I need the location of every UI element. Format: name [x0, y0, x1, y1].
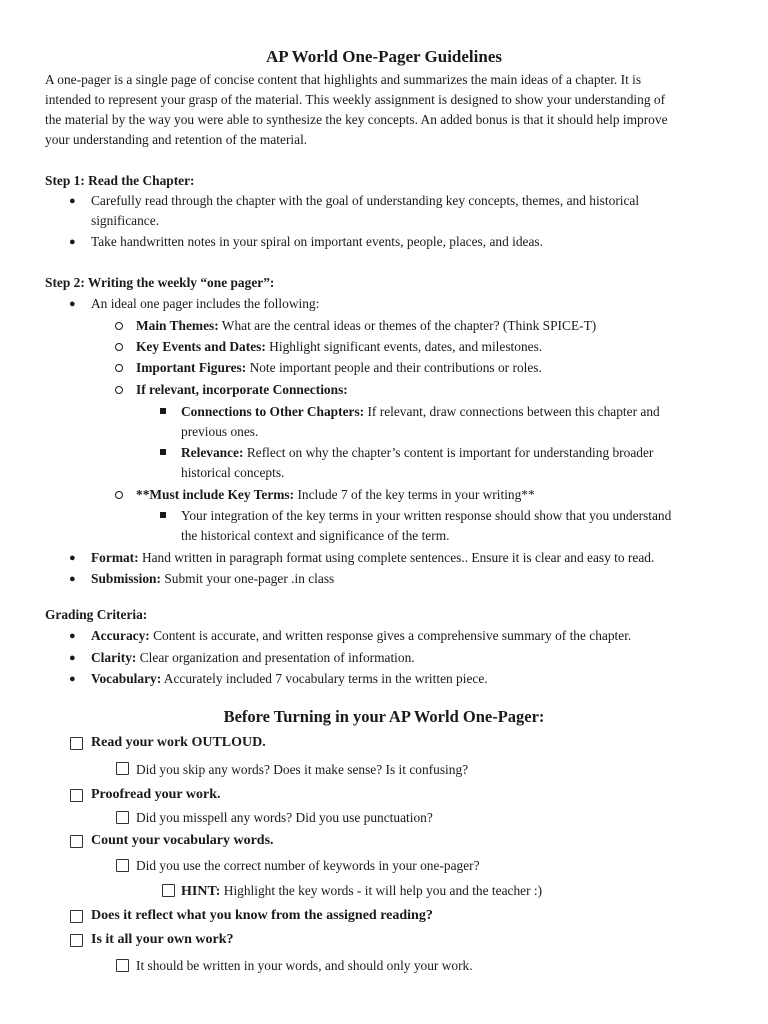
checkbox[interactable]: [70, 737, 83, 750]
checklist-item-own-work: Is it all your own work?: [91, 932, 234, 947]
clarity-item: Clarity: Clear organization and presentation of information.: [91, 650, 415, 665]
connections-item: If relevant, incorporate Connections:: [136, 382, 348, 397]
square-bullet-icon: [160, 449, 166, 455]
key-terms-sub-cont: the historical context and significance of the term.: [181, 528, 450, 543]
key-terms-sub: Your integration of the key terms in your written response should show that you understand: [181, 508, 672, 523]
circle-bullet-icon: [115, 386, 123, 394]
step1-heading: Step 1: Read the Chapter:: [45, 173, 195, 188]
relevance-cont: historical concepts.: [181, 465, 285, 480]
grading-heading: Grading Criteria:: [45, 607, 148, 622]
checkbox[interactable]: [116, 859, 129, 872]
circle-bullet-icon: [115, 322, 123, 330]
important-figures-item: Important Figures: Note important people and their contributions or roles.: [136, 360, 542, 375]
main-themes-item: Main Themes: What are the central ideas or themes of the chapter? (Think SPICE-T): [136, 318, 597, 333]
accuracy-item: Accuracy: Content is accurate, and written response gives a comprehensive summary of the chapter.: [91, 628, 632, 643]
page-title: AP World One-Pager Guidelines: [266, 47, 502, 66]
circle-bullet-icon: [115, 343, 123, 351]
key-terms-item: **Must include Key Terms: Include 7 of the key terms in your writing**: [136, 487, 535, 502]
format-item: Format: Hand written in paragraph format using complete sentences.. Ensure it is clear and easy to read.: [91, 550, 655, 565]
bullet-icon: ●: [69, 552, 76, 564]
checklist-item-proofread: Proofread your work.: [91, 787, 221, 802]
bullet-icon: ●: [69, 630, 76, 642]
checkbox[interactable]: [162, 884, 175, 897]
intro-line: the material by the way you were able to synthesize the key concepts. An added bonus is that it should help improve: [45, 112, 668, 127]
intro-line: your understanding and retention of the material.: [45, 132, 308, 147]
bullet-icon: ●: [69, 195, 76, 207]
bullet-icon: ●: [69, 652, 76, 664]
checklist-item-read-outloud: Read your work OUTLOUD.: [91, 735, 266, 750]
checkbox[interactable]: [70, 934, 83, 947]
circle-bullet-icon: [115, 364, 123, 372]
vocabulary-item: Vocabulary: Accurately included 7 vocabulary terms in the written piece.: [91, 671, 488, 686]
intro-line: A one-pager is a single page of concise content that highlights and summarizes the main ideas of a chapter. It is: [45, 72, 642, 87]
checklist-heading: Before Turning in your AP World One-Pager:: [223, 707, 545, 726]
connections-other-item: Connections to Other Chapters: If relevant, draw connections between this chapter and: [181, 404, 660, 419]
checkbox[interactable]: [70, 789, 83, 802]
checklist-subitem: It should be written in your words, and should only your work.: [136, 958, 473, 973]
checkbox[interactable]: [116, 959, 129, 972]
bullet-icon: ●: [69, 236, 76, 248]
checklist-item-reflect: Does it reflect what you know from the assigned reading?: [91, 908, 433, 923]
square-bullet-icon: [160, 512, 166, 518]
bullet-icon: ●: [69, 573, 76, 585]
step2-ideal: An ideal one pager includes the following:: [91, 296, 320, 311]
checkbox[interactable]: [116, 811, 129, 824]
checkbox[interactable]: [70, 910, 83, 923]
intro-line: intended to represent your grasp of the material. This weekly assignment is designed to show your understanding of: [45, 92, 666, 107]
step2-heading: Step 2: Writing the weekly “one pager”:: [45, 275, 275, 290]
relevance-item: Relevance: Reflect on why the chapter’s content is important for understanding broader: [181, 445, 654, 460]
checkbox[interactable]: [70, 835, 83, 848]
key-events-item: Key Events and Dates: Highlight significant events, dates, and milestones.: [136, 339, 543, 354]
bullet-icon: ●: [69, 673, 76, 685]
circle-bullet-icon: [115, 491, 123, 499]
checklist-subitem: Did you misspell any words? Did you use punctuation?: [136, 810, 433, 825]
step1-bullet-2: Take handwritten notes in your spiral on important events, people, places, and ideas.: [91, 234, 543, 249]
hint-item: HINT: Highlight the key words - it will help you and the teacher :): [181, 883, 543, 899]
submission-item: Submission: Submit your one-pager .in class: [91, 571, 335, 586]
checklist-item-count-vocab: Count your vocabulary words.: [91, 833, 274, 848]
bullet-icon: ●: [69, 298, 76, 310]
step1-bullet-1: Carefully read through the chapter with the goal of understanding key concepts, themes, and historical: [91, 193, 640, 208]
step1-bullet-1-cont: significance.: [91, 213, 160, 228]
checklist-subitem: Did you use the correct number of keywords in your one-pager?: [136, 858, 480, 873]
checkbox[interactable]: [116, 762, 129, 775]
checklist-subitem: Did you skip any words? Does it make sense? Is it confusing?: [136, 762, 469, 777]
square-bullet-icon: [160, 408, 166, 414]
connections-other-cont: previous ones.: [181, 424, 259, 439]
